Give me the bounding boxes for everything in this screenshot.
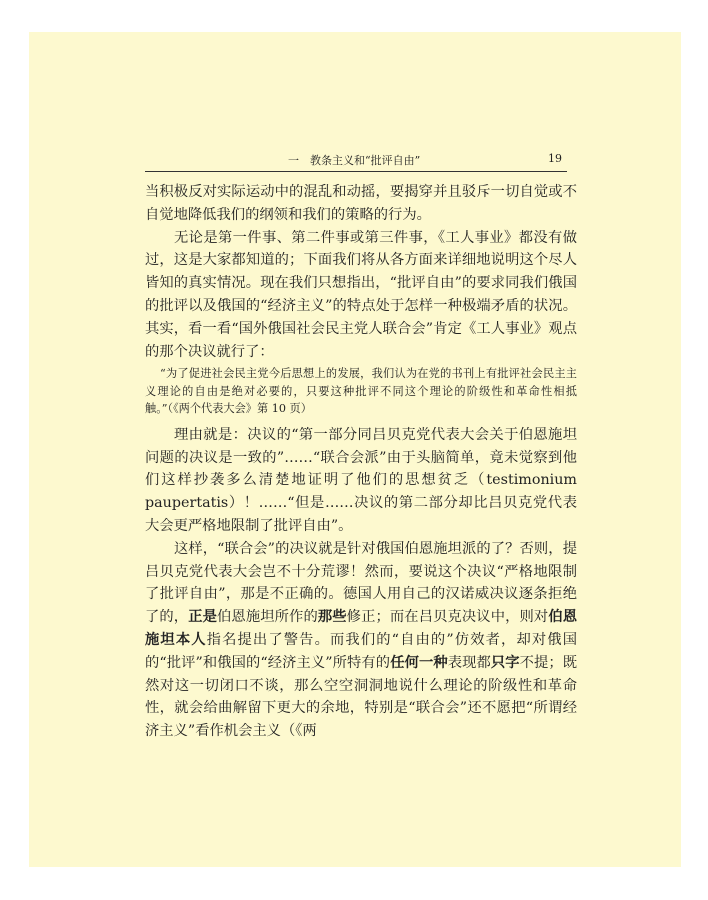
text-segment: 伯恩施坦所作的 — [217, 609, 318, 626]
emphasis-text: 伯恩施坦本人 — [145, 609, 578, 649]
chapter-title: 一 教条主义和“批评自由” — [288, 154, 421, 167]
block-quote: “为了促进社会民主党今后思想上的发展，我们认为在党的书刊上有批评社会民主主义理论的自由是绝对必要的，只要这种批评不同这个理论的阶级性和革命性相抵触。”（《两个代表大会》第 10 页） — [145, 367, 577, 416]
emphasis-text: 正是 — [188, 609, 218, 626]
text-segment: 当积极反对实际运动中的混乱和动摇，要揭穿并且驳斥一切自觉或不自觉地降低我们的纲领和我们的策略的行为。 — [145, 184, 577, 223]
page-number: 19 — [548, 152, 562, 165]
emphasis-text: 只字 — [490, 654, 520, 671]
paragraph-4 — [145, 538, 577, 743]
text-segment: 无论是第一件事、第二件事或第三件事，《工人事业》都没有做过，这是大家都知道的；下面我们将从各方面来详细地说明这个尽人皆知的真实情况。现在我们只想指出，“批评自由”的要求同我们俄国的批评以及俄国的“经济主义”的特点处于怎样一种极端矛盾的状况。其实，看一看“国外俄国社会民主党人联合会”肯定《工人事业》观点的那个决议就行了： — [145, 229, 577, 360]
text-segment: 指名提出了警告。而我们的“自由的”仿效者，却对俄国的“批评”和俄国的“经济主义”所特有的 — [145, 632, 577, 671]
body-text — [145, 181, 577, 743]
text-segment: 不提；既然对这一切闭口不谈，那么空空洞洞地说什么理论的阶级性和革命性，就会给曲解留下更大的余地，特别是“联合会”还不愿把“所谓经济主义”看作机会主义（《两 — [145, 654, 578, 740]
emphasis-text: 任何一种 — [390, 654, 448, 671]
text-segment: 这样，“联合会”的决议就是针对俄国伯恩施坦派的了？否则，提吕贝克党代表大会岂不十分荒谬！然而，要说这个决议“严格地限制了批评自由”，那是不正确的。德国人用自己的汉诺威决议逐条拒绝了的， — [145, 540, 577, 626]
text-segment: 表现都 — [447, 654, 491, 671]
paragraph-1 — [145, 181, 577, 227]
running-header — [145, 149, 567, 172]
text-segment: 修正；而在吕贝克决议中，则对 — [346, 609, 549, 626]
paragraph-2 — [145, 227, 577, 364]
emphasis-text: 那些 — [317, 609, 347, 626]
paragraph-3 — [145, 424, 577, 538]
text-segment: 理由就是：决议的“第一部分同吕贝克党代表大会关于伯恩施坦问题的决议是一致的”……“联合会派”由于头脑简单，竟未觉察到他们这样抄袭多么清楚地证明了他们的思想贫乏（testimonium paupertatis）！……“但是……决议的第二部分却比吕贝克党代表大会更严格地限制了批评自由”。 — [145, 426, 577, 535]
